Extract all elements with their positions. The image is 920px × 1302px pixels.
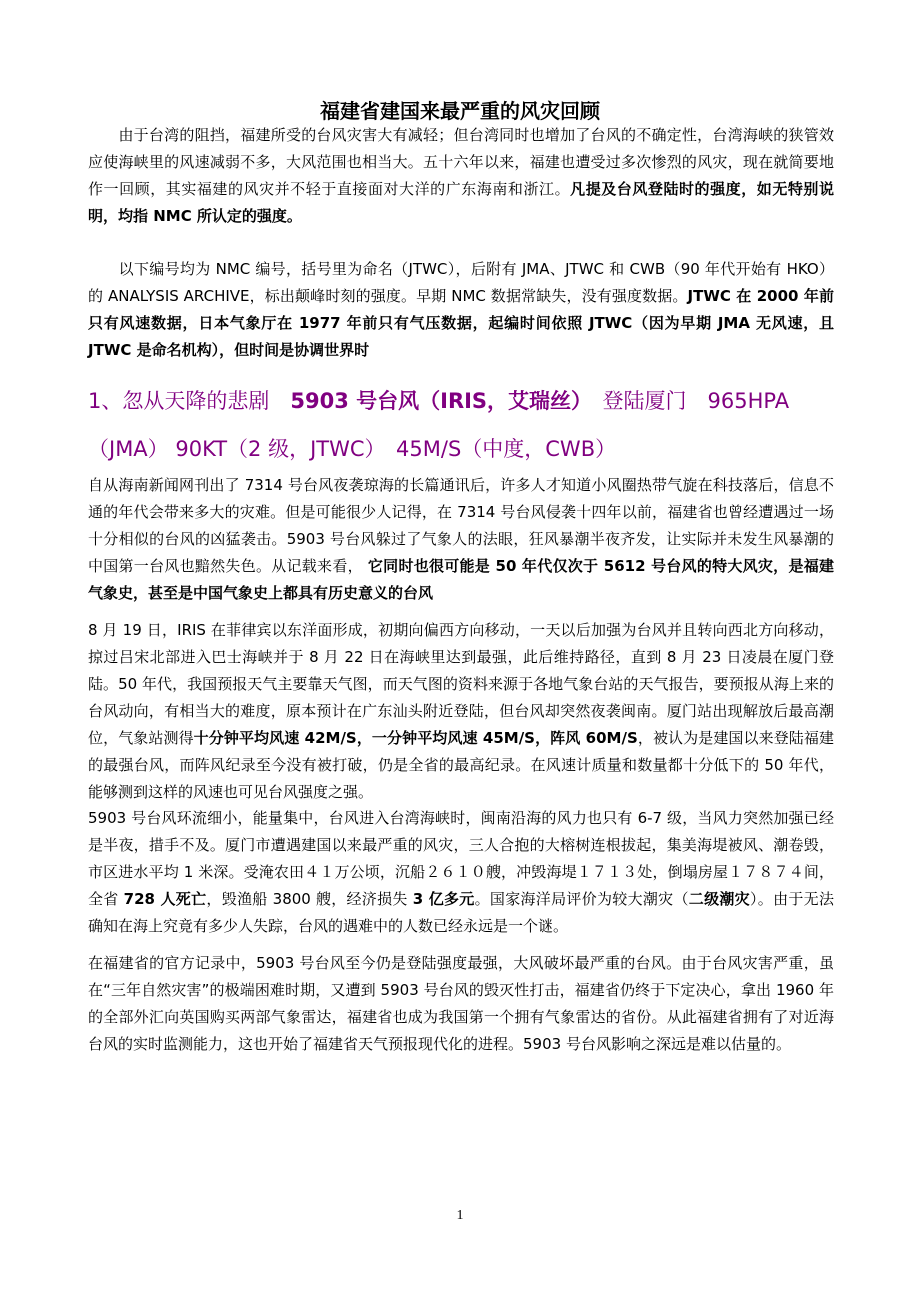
text-run: ）。由于无法确知在海上究竟有多少人失踪，台风的遇难中的人数已经永远是一个谜。 (88, 890, 834, 935)
text-run: 8 月 19 日，IRIS 在菲律宾以东洋面形成，初期向偏西方向移动，一天以后加强为台风并且转向西北方向移动，掠过吕宋北部进入巴士海峡并于 8 月 22 日在海峡里达到最强，此后维持路径，直到 8 月 23 日凌晨在厦门登陆。50 年代，我国预报天气主要靠天气图，而天气图的资料来源于各地气象台站的天气报告，要预报从海上来的台风动向，有相当大的难度，原本预计在广东汕头附近登陆，但台风却突然夜袭闽南。厦门站出现解放后最高潮位，气象站测得 (88, 621, 834, 747)
bold-text-run: 5903 号台风（IRIS，艾瑞丝） (290, 389, 582, 413)
text-run: 登陆厦门 965HPA（JMA） 90KT（2 级，JTWC） 45M/S（中度，CWB） (88, 389, 790, 461)
text-run: ，被认为是建国以来登陆福建的最强台风，而阵风纪录至今没有被打破，仍是全省的最高纪录。在风速计质量和数量都十分低下的 50 年代，能够测到这样的风速也可见台风强度之强。 (88, 729, 834, 801)
text-run: 在福建省的官方记录中，5903 号台风至今仍是登陆强度最强，大风破坏最严重的台风。由于台风灾害严重，虽在“三年自然灾害”的极端困难时期，又遭到 5903 号台风的毁灭性打击，福建省仍终于下定决心，拿出 1960 年的全部外汇向英国购买两部气象雷达，福建省也成为我国第一个拥有气象雷达的省份。从此福建省拥有了对近海台风的实时监测能力，这也开始了福建省天气预报现代化的进程。5903 号台风影响之深远是难以估量的。 (88, 954, 834, 1053)
text-run: 以下编号均为 NMC 编号，括号里为命名（JTWC），后附有 JMA、JTWC 和 CWB（90 年代开始有 HKO）的 ANALYSIS ARCHIVE，标出颠峰时刻的强度。早期 NMC 数据常缺失，没有强度数据。 (88, 260, 834, 305)
section-heading (88, 377, 834, 473)
bold-text-run: 二级潮灾 (688, 890, 750, 908)
text-run: 自从海南新闻网刊出了 7314 号台风夜袭琼海的长篇通讯后，许多人才知道小风圈热带气旋在科技落后，信息不通的年代会带来多大的灾难。但是可能很少人记得，在 7314 号台风侵袭十四年以前，福建省也曾经遭遇过一场十分相似的台风的凶猛袭击。5903 号台风躲过了气象人的法眼，狂风暴潮半夜齐发，让实际并未发生风暴潮的中国第一台风也黯然失色。从记载来看， (88, 476, 834, 575)
bold-text-run: 凡提及台风登陆时的强度，如无特别说明，均指 NMC 所认定的强度。 (88, 180, 834, 225)
bold-text-run: 3 亿多元 (412, 890, 475, 908)
bold-text-run: 十分钟平均风速 42M/S，一分钟平均风速 45M/S，阵风 60M/S (193, 729, 638, 747)
bold-text-run: 728 人死亡 (123, 890, 207, 908)
paragraph-numbering-note (88, 256, 834, 364)
paragraph-legacy (88, 950, 834, 1058)
paragraph-intro (88, 122, 834, 230)
paragraph-background (88, 472, 834, 607)
text-run: 。国家海洋局评价为较大潮灾（ (474, 890, 689, 908)
paragraph-damage (88, 805, 834, 940)
document-title: 福建省建国来最严重的风灾回顾 (320, 99, 600, 123)
text-run: 由于台湾的阻挡，福建所受的台风灾害大有减轻；但台湾同时也增加了台风的不确定性，台湾海峡的狭管效应使海峡里的风速减弱不多，大风范围也相当大。五十六年以来，福建也遭受过多次惨烈的风灾，现在就简要地作一回顾，其实福建的风灾并不轻于直接面对大洋的广东海南和浙江。 (88, 126, 834, 198)
text-run: 5903 号台风环流细小，能量集中，台风进入台湾海峡时，闽南沿海的风力也只有 6-7 级，当风力突然加强已经是半夜，措手不及。厦门市遭遇建国以来最严重的风灾，三人合抱的大榕树连根拔起，集美海堤被风、潮卷毁，市区进水平均 1 米深。受淹农田４１万公顷，沉船２６１０艘，冲毁海堤１７１３处，倒塌房屋１７８７４间，全省 (88, 809, 834, 908)
page-number: 1 (456, 1208, 464, 1223)
bold-text-run: 它同时也很可能是 50 年代仅次于 5612 号台风的特大风灾，是福建气象史，甚至是中国气象史上都具有历史意义的台风 (88, 557, 834, 602)
text-run: 1、忽从天降的悲剧 (88, 389, 291, 413)
text-run: ，毁渔船 3800 艘，经济损失 (206, 890, 413, 908)
paragraph-track (88, 617, 834, 806)
bold-text-run: JTWC 在 2000 年前只有风速数据，日本气象厅在 1977 年前只有气压数据，起编时间依照 JTWC（因为早期 JMA 无风速，且 JTWC 是命名机构），但时间是协调世界时 (88, 287, 834, 359)
